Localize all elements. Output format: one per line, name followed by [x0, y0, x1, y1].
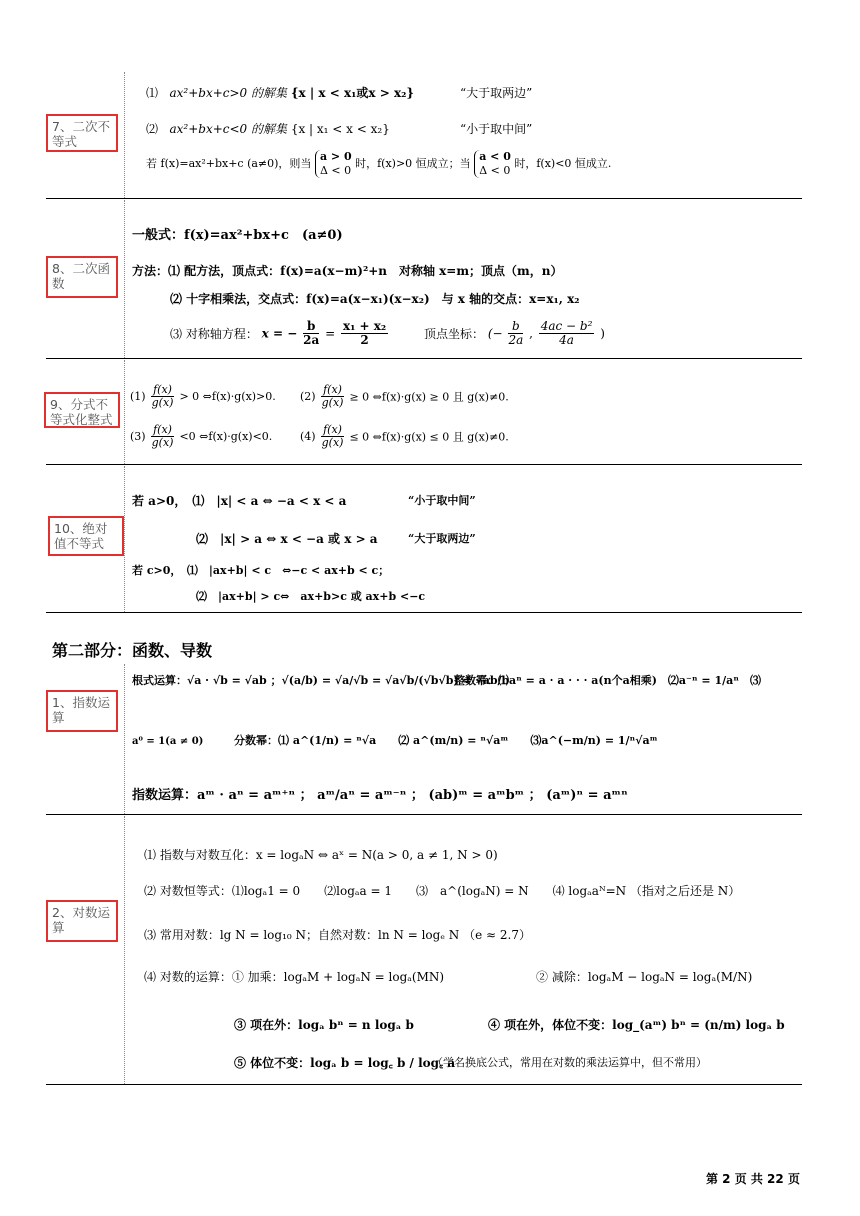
- s10-quote-1: “小于取中间”: [408, 494, 476, 507]
- s2-line-5b: ④ 项在外，体位不变：log_(aᵐ) bⁿ = (n/m) logₐ b: [488, 1018, 785, 1032]
- s9-rule-3: (3) $\frac{f(x)}{g(x)}$ <0 ⇔f(x)·g(x)<0.: [130, 423, 273, 450]
- s7-quote-2: “小于取中间”: [460, 122, 533, 136]
- column-divider: [124, 200, 125, 358]
- s2-line-4b: ② 减除：logₐM − logₐN = logₐ(M/N): [536, 970, 753, 984]
- fraction: $\frac{f(x)}{g(x)}$: [321, 423, 344, 450]
- s7-quote-1: “大于取两边”: [460, 86, 533, 100]
- s2-line-6a: ⑤ 体位不变：logₐ b = log꜀ b / log꜀ a: [234, 1056, 456, 1070]
- s8-method-1: 方法：⑴ 配方法，顶点式：f(x)=a(x−m)²+n 对称轴 x=m；顶点（m，n）: [132, 264, 563, 278]
- s2-line-2: ⑵ 对数恒等式：⑴logₐ1 = 0 ⑵logₐa = 1 ⑶ a^(logₐN) = N ⑷ logₐaᴺ=N （指对之后还是 N）: [144, 884, 741, 898]
- s10-quote-2: “大于取两边”: [408, 532, 476, 545]
- s10-line-3: 若 c>0， ⑴ |ax+b| < c ⇔−c < ax+b < c；: [132, 564, 390, 577]
- s2-line-5a: ③ 项在外：logₐ bⁿ = n logₐ b: [234, 1018, 414, 1032]
- section-divider: [46, 612, 802, 613]
- section-divider: [46, 358, 802, 359]
- brace-condition-2: a < 0 Δ < 0: [474, 150, 511, 178]
- s10-line-1: 若 a>0， ⑴ |x| < a ⇔ −a < x < a: [132, 494, 347, 508]
- section-label-quadratic-inequality: 7、二次不等式: [46, 114, 118, 152]
- section-label-exponent: 1、指数运算: [46, 690, 118, 732]
- section-divider: [46, 464, 802, 465]
- section-label-logarithm: 2、对数运算: [46, 900, 118, 942]
- section-divider: [46, 814, 802, 815]
- fraction: $\frac{f(x)}{g(x)}$: [151, 383, 174, 410]
- s2-line-4a: ⑷ 对数的运算：① 加乘：logₐM + logₐN = logₐ(MN): [144, 970, 445, 984]
- section-divider: [46, 198, 802, 199]
- section-label-absolute-inequality: 10、绝对值不等式: [48, 516, 124, 556]
- s8-general-form: 一般式：f(x)=ax²+bx+c (a≠0): [132, 228, 343, 243]
- s7-line-3: 若 f(x)=ax²+bx+c (a≠0)，则当 a > 0 Δ < 0 时，f(x)>0 恒成立；当 a < 0 Δ < 0 时，f(x)<0 恒成立.: [146, 150, 612, 177]
- fraction: $\frac{\text{x₁ + x₂}}{2}$: [342, 319, 387, 348]
- brace-condition-1: a > 0 Δ < 0: [315, 150, 352, 178]
- part-2-title: 第二部分：函数、导数: [52, 641, 213, 660]
- s1-root-ops: 根式运算：√a · √b = √ab ；√(a/b) = √a/√b = √a√b/(√b√b) = √ab/b: [132, 674, 510, 687]
- s8-method-2: ⑵ 十字相乘法，交点式：f(x)=a(x−x₁)(x−x₂) 与 x 轴的交点：x=x₁, x₂: [170, 292, 580, 306]
- s2-line-1: ⑴ 指数与对数互化：x = logₐN ⇔ aˣ = N(a > 0, a ≠ 1, N > 0): [144, 848, 498, 862]
- s9-rule-4: (4) $\frac{f(x)}{g(x)}$ ≤ 0 ⇔f(x)·g(x) ≤ 0 且 g(x)≠0.: [300, 423, 509, 450]
- s1-exponent-ops: 指数运算：aᵐ · aⁿ = aᵐ⁺ⁿ ； aᵐ/aⁿ = aᵐ⁻ⁿ ； (ab)ᵐ = aᵐbᵐ ； (aᵐ)ⁿ = aᵐⁿ: [132, 788, 628, 803]
- s1-integer-power: 整数幂：⑴aⁿ = a · a · · · a(n个a相乘) ⑵a⁻ⁿ = 1/aⁿ ⑶: [454, 674, 761, 687]
- s7-line-1: ⑴ ax²+bx+c>0 的解集 {x | x < x₁或x > x₂}: [146, 86, 415, 100]
- fraction: $\frac{b}{2a}$: [303, 319, 320, 348]
- fraction: $\frac{b}{2a}$: [508, 319, 524, 348]
- s9-rule-2: (2) $\frac{f(x)}{g(x)}$ ≥ 0 ⇔f(x)·g(x) ≥ 0 且 g(x)≠0.: [300, 383, 509, 410]
- s7-line-2: ⑵ ax²+bx+c<0 的解集 {x | x₁ < x < x₂}: [146, 122, 390, 136]
- section-label-fraction-inequality: 9、分式不等式化整式: [44, 392, 120, 428]
- s1-zero-power: a⁰ = 1(a ≠ 0): [132, 736, 204, 747]
- column-divider: [124, 816, 125, 1084]
- fraction: $\frac{f(x)}{g(x)}$: [151, 423, 174, 450]
- page-number: 第 2 页 共 22 页: [706, 1172, 800, 1186]
- fraction: $\frac{\text{4ac − b²}}{4a}$: [540, 319, 593, 348]
- fraction: $\frac{f(x)}{g(x)}$: [321, 383, 344, 410]
- s2-line-3: ⑶ 常用对数：lg N = log₁₀ N；自然对数：ln N = logₑ N （e ≈ 2.7）: [144, 928, 531, 942]
- section-label-quadratic-function: 8、二次函数: [46, 256, 118, 298]
- s8-method-3: ⑶ 对称轴方程： x = − $\frac{b}{2a}$ = $\frac{\text{x₁ + x₂}}{2}$ 顶点坐标： (− $\frac{b}{2a}$ , $\frac{\text{4ac − b²}}{4a}$ ): [170, 319, 605, 348]
- s2-line-6b: （学名换底公式，常用在对数的乘法运算中，但不常用）: [432, 1056, 707, 1069]
- s10-line-4: ⑵ |ax+b| > c⇔ ax+b>c 或 ax+b <−c: [196, 590, 426, 603]
- column-divider: [124, 664, 125, 814]
- s9-rule-1: (1) $\frac{f(x)}{g(x)}$ > 0 ⇔f(x)·g(x)>0.: [130, 383, 276, 410]
- column-divider: [124, 72, 125, 198]
- column-divider: [124, 466, 125, 612]
- s10-line-2: ⑵ |x| > a ⇔ x < −a 或 x > a: [196, 532, 378, 546]
- section-divider: [46, 1084, 802, 1085]
- s1-fraction-power: 分数幂：⑴ a^(1/n) = ⁿ√a ⑵ a^(m/n) = ⁿ√aᵐ ⑶a^(−m/n) = 1/ⁿ√aᵐ: [234, 734, 658, 747]
- column-divider: [124, 360, 125, 464]
